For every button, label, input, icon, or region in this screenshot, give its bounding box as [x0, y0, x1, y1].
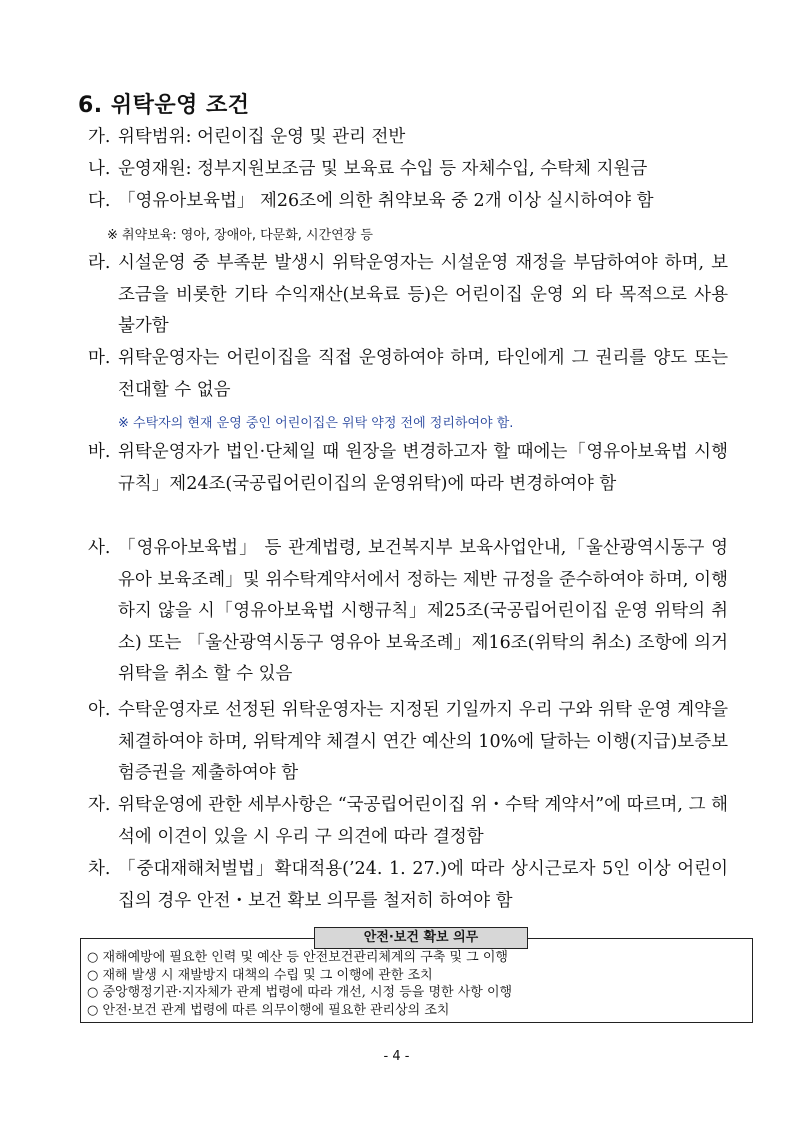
safety-duty-list	[87, 949, 512, 1019]
clause-label: 차.	[88, 859, 111, 879]
clause-text: 위탁운영에 관한 세부사항은 “국공립어린이집 위・수탁 계약서”에 따르며, 그 해석에 이견이 있을 시 우리 구 의견에 따라 결정함	[118, 795, 728, 847]
clause-label: 라.	[88, 253, 111, 273]
clause-na	[88, 154, 728, 186]
clause-text: 위탁운영자가 법인·단체일 때 원장을 변경하고자 할 때에는「영유아보육법 시행규칙」제24조(국공립어린이집의 운영위탁)에 따라 변경하여야 함	[118, 442, 728, 494]
clause-ba	[88, 437, 728, 500]
clause-label: 가.	[88, 127, 111, 147]
clause-label: 사.	[88, 538, 111, 558]
clause-a	[88, 695, 728, 790]
list-item: ○ 중앙행정기관·지자체가 관계 법령에 따라 개선, 시정 등을 명한 사항 이행	[87, 985, 513, 1000]
clause-text: 위탁범위: 어린이집 운영 및 관리 전반	[118, 127, 406, 147]
clause-da	[88, 186, 728, 218]
list-item: ○ 재해 발생 시 재발방지 대책의 수립 및 그 이행에 관한 조치	[87, 967, 433, 983]
clause-cha	[88, 854, 728, 917]
clause-ja	[88, 790, 728, 853]
clause-text: 시설운영 중 부족분 발생시 위탁운영자는 시설운영 재정을 부담하여야 하며, 보조금을 비롯한 기타 수익재산(보육료 등)은 어린이집 운영 외 타 목적으로 사용 불가함	[118, 253, 728, 336]
clause-ra	[88, 248, 728, 343]
list-item: ○ 안전·보건 관계 법령에 따른 의무이행에 필요한 관리상의 조치	[87, 1002, 450, 1018]
clause-text: 운영재원: 정부지원보조금 및 보육료 수입 등 자체수입, 수탁체 지원금	[118, 159, 648, 179]
clause-text: 「영유아보육법」 등 관계법령, 보건복지부 보육사업안내,「울산광역시동구 영유아 보육조례」및 위수탁계약서에서 정하는 제반 규정을 준수하여야 하며, 이행하지 않을 시「영유아보육법 시행규칙」제25조(국공립어린이집 운영 위탁의 취소) 또는 「울산광역시동구 영유아 보육조례」제16조(위탁의 취소) 조항에 의거 위탁을 취소 할 수 있음	[118, 538, 728, 684]
clause-label: 아.	[88, 700, 111, 720]
clause-text: 「중대재해처벌법」확대적용(’24. 1. 27.)에 따라 상시근로자 5인 이상 어린이집의 경우 안전・보건 확보 의무를 철저히 하여야 함	[118, 859, 728, 911]
clause-text: 「영유아보육법」 제26조에 의한 취약보육 중 2개 이상 실시하여야 함	[118, 191, 654, 211]
clause-label: 다.	[88, 191, 111, 211]
clause-label: 바.	[88, 442, 111, 462]
page-number: - 4 -	[383, 1049, 410, 1064]
list-item: ○ 재해예방에 필요한 인력 및 예산 등 안전보건관리체계의 구축 및 그 이행	[87, 950, 508, 965]
note-vulnerable-care: ※ 취약보육: 영아, 장애아, 다문화, 시간연장 등	[107, 228, 373, 243]
safety-duty-title: 안전·보건 확보 의무	[314, 927, 528, 949]
clause-text: 수탁운영자로 선정된 위탁운영자는 지정된 기일까지 우리 구와 위탁 운영 계약을 체결하여야 하며, 위탁계약 체결시 연간 예산의 10%에 달하는 이행(지급)보증보험증권을 제출하여야 함	[118, 700, 728, 783]
clause-label: 자.	[88, 795, 111, 815]
clause-label: 마.	[88, 348, 111, 368]
section-title: 6. 위탁운영 조건	[78, 93, 250, 118]
clause-label: 나.	[88, 159, 111, 179]
clause-sa	[88, 533, 728, 691]
note-existing-daycare: ※ 수탁자의 현재 운영 중인 어린이집은 위탁 약정 전에 정리하여야 함.	[118, 416, 514, 431]
clause-ma	[88, 343, 728, 406]
clause-text: 위탁운영자는 어린이집을 직접 운영하여야 하며, 타인에게 그 권리를 양도 또는 전대할 수 없음	[118, 348, 728, 400]
clause-ga	[88, 122, 728, 154]
